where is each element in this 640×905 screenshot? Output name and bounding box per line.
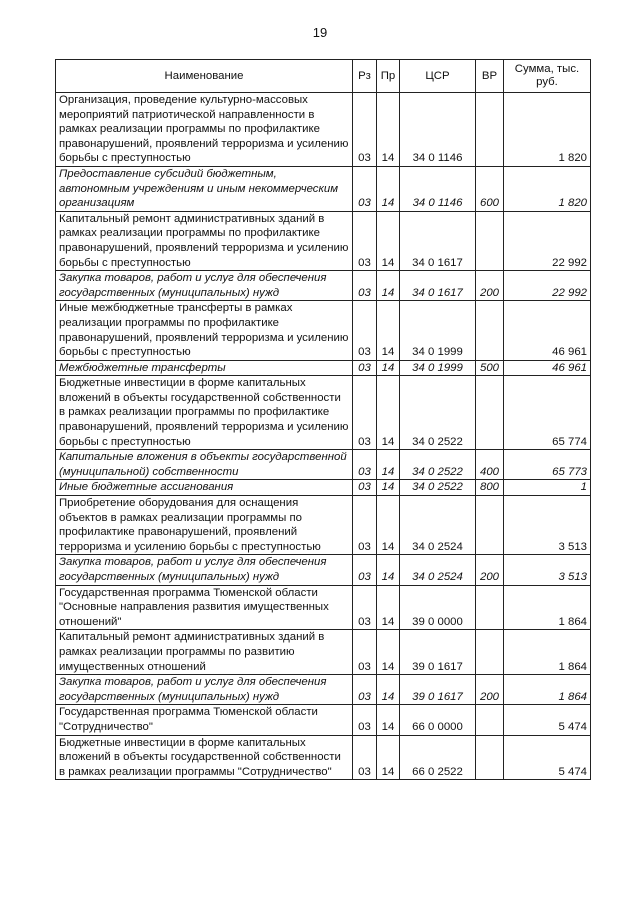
cell-vr: 500: [476, 360, 504, 376]
table-row: [56, 376, 591, 450]
cell-pr: 14: [377, 271, 400, 301]
header-vr: ВР: [476, 60, 504, 93]
cell-sum: 5 474: [504, 735, 591, 780]
cell-sum: 5 474: [504, 705, 591, 735]
cell-rz: 03: [353, 93, 377, 167]
cell-sum: 22 992: [504, 271, 591, 301]
cell-vr: [476, 705, 504, 735]
cell-rz: 03: [353, 630, 377, 675]
cell-csr: 66 0 2522: [400, 735, 476, 780]
cell-csr: 39 0 1617: [400, 630, 476, 675]
cell-pr: 14: [377, 496, 400, 555]
table-row: [56, 360, 591, 376]
cell-name: Капитальные вложения в объекты государственной (муниципальной) собственности: [56, 450, 353, 480]
cell-vr: [476, 630, 504, 675]
cell-vr: [476, 735, 504, 780]
cell-pr: 14: [377, 585, 400, 630]
cell-name: Капитальный ремонт административных зданий в рамках реализации программы по развитию имущественных отношений: [56, 630, 353, 675]
cell-csr: 34 0 2524: [400, 555, 476, 585]
cell-sum: 1 864: [504, 630, 591, 675]
cell-name: Бюджетные инвестиции в форме капитальных вложений в объекты государственной собственности в рамках реализации программы по профилактике правонарушений, проявлений терроризма и усилению борьбы с преступностью: [56, 376, 353, 450]
cell-csr: 34 0 1617: [400, 211, 476, 270]
cell-csr: 34 0 2522: [400, 480, 476, 496]
cell-pr: 14: [377, 555, 400, 585]
cell-pr: 14: [377, 735, 400, 780]
cell-vr: 600: [476, 166, 504, 211]
cell-sum: 1 864: [504, 675, 591, 705]
cell-name: Государственная программа Тюменской области "Основные направления развития имущественных отношений": [56, 585, 353, 630]
cell-name: Межбюджетные трансферты: [56, 360, 353, 376]
cell-vr: [476, 93, 504, 167]
cell-vr: 200: [476, 555, 504, 585]
cell-rz: 03: [353, 480, 377, 496]
header-row: [56, 60, 591, 93]
header-name: Наименование: [56, 60, 353, 93]
cell-name: Иные межбюджетные трансферты в рамках реализации программы по профилактике правонарушений, проявлений терроризма и усилению борьбы с преступностью: [56, 301, 353, 360]
page-number: 19: [312, 25, 328, 40]
cell-sum: 1: [504, 480, 591, 496]
table-row: [56, 675, 591, 705]
cell-pr: 14: [377, 630, 400, 675]
cell-csr: 34 0 2522: [400, 450, 476, 480]
cell-name: Организация, проведение культурно-массовых мероприятий патриотической направленности в рамках реализации программы по профилактике правонарушений, проявлений терроризма и усилению борьбы с преступностью: [56, 93, 353, 167]
cell-name: Закупка товаров, работ и услуг для обеспечения государственных (муниципальных) нужд: [56, 675, 353, 705]
cell-sum: 3 513: [504, 555, 591, 585]
table-row: [56, 93, 591, 167]
cell-rz: 03: [353, 271, 377, 301]
cell-pr: 14: [377, 376, 400, 450]
cell-rz: 03: [353, 585, 377, 630]
cell-sum: 1 820: [504, 93, 591, 167]
cell-vr: [476, 496, 504, 555]
cell-rz: 03: [353, 301, 377, 360]
header-sum: Сумма, тыс. руб.: [504, 60, 591, 93]
cell-csr: 34 0 1999: [400, 360, 476, 376]
cell-rz: 03: [353, 450, 377, 480]
cell-sum: 3 513: [504, 496, 591, 555]
cell-vr: 200: [476, 675, 504, 705]
cell-pr: 14: [377, 675, 400, 705]
cell-sum: 46 961: [504, 360, 591, 376]
cell-csr: 34 0 2522: [400, 376, 476, 450]
cell-rz: 03: [353, 376, 377, 450]
cell-vr: [476, 585, 504, 630]
cell-rz: 03: [353, 496, 377, 555]
cell-name: Капитальный ремонт административных зданий в рамках реализации программы по профилактике правонарушений, проявлений терроризма и усилению борьбы с преступностью: [56, 211, 353, 270]
cell-rz: 03: [353, 166, 377, 211]
budget-table: [55, 59, 591, 780]
cell-name: Государственная программа Тюменской области "Сотрудничество": [56, 705, 353, 735]
table-row: [56, 301, 591, 360]
cell-vr: [476, 376, 504, 450]
cell-name: Закупка товаров, работ и услуг для обеспечения государственных (муниципальных) нужд: [56, 555, 353, 585]
cell-csr: 66 0 0000: [400, 705, 476, 735]
table-row: [56, 450, 591, 480]
table-row: [56, 735, 591, 780]
cell-pr: 14: [377, 211, 400, 270]
cell-csr: 34 0 1617: [400, 271, 476, 301]
cell-csr: 39 0 1617: [400, 675, 476, 705]
cell-csr: 34 0 1999: [400, 301, 476, 360]
cell-csr: 34 0 1146: [400, 93, 476, 167]
table-row: [56, 166, 591, 211]
cell-sum: 1 864: [504, 585, 591, 630]
cell-rz: 03: [353, 705, 377, 735]
table-row: [56, 496, 591, 555]
cell-sum: 65 774: [504, 376, 591, 450]
cell-name: Предоставление субсидий бюджетным, автономным учреждениям и иным некоммерческим организациям: [56, 166, 353, 211]
cell-rz: 03: [353, 675, 377, 705]
table-row: [56, 271, 591, 301]
cell-pr: 14: [377, 480, 400, 496]
cell-pr: 14: [377, 450, 400, 480]
header-csr: ЦСР: [400, 60, 476, 93]
cell-vr: [476, 301, 504, 360]
cell-pr: 14: [377, 93, 400, 167]
cell-name: Закупка товаров, работ и услуг для обеспечения государственных (муниципальных) нужд: [56, 271, 353, 301]
cell-name: Бюджетные инвестиции в форме капитальных вложений в объекты государственной собственности в рамках реализации программы "Сотрудничество": [56, 735, 353, 780]
cell-name: Приобретение оборудования для оснащения объектов в рамках реализации программы по профилактике правонарушений, проявлений терроризма и усилению борьбы с преступностью: [56, 496, 353, 555]
table-row: [56, 480, 591, 496]
table-row: [56, 630, 591, 675]
header-rz: Рз: [353, 60, 377, 93]
cell-rz: 03: [353, 360, 377, 376]
cell-sum: 22 992: [504, 211, 591, 270]
cell-pr: 14: [377, 360, 400, 376]
cell-rz: 03: [353, 211, 377, 270]
cell-csr: 34 0 1146: [400, 166, 476, 211]
table-row: [56, 211, 591, 270]
cell-vr: 400: [476, 450, 504, 480]
table-row: [56, 705, 591, 735]
cell-csr: 39 0 0000: [400, 585, 476, 630]
header-pr: Пр: [377, 60, 400, 93]
cell-sum: 1 820: [504, 166, 591, 211]
cell-pr: 14: [377, 705, 400, 735]
cell-rz: 03: [353, 555, 377, 585]
cell-pr: 14: [377, 301, 400, 360]
table-body: [56, 93, 591, 780]
cell-name: Иные бюджетные ассигнования: [56, 480, 353, 496]
cell-csr: 34 0 2524: [400, 496, 476, 555]
table-row: [56, 585, 591, 630]
cell-vr: [476, 211, 504, 270]
cell-sum: 46 961: [504, 301, 591, 360]
cell-sum: 65 773: [504, 450, 591, 480]
cell-pr: 14: [377, 166, 400, 211]
table-row: [56, 555, 591, 585]
cell-vr: 800: [476, 480, 504, 496]
cell-rz: 03: [353, 735, 377, 780]
cell-vr: 200: [476, 271, 504, 301]
